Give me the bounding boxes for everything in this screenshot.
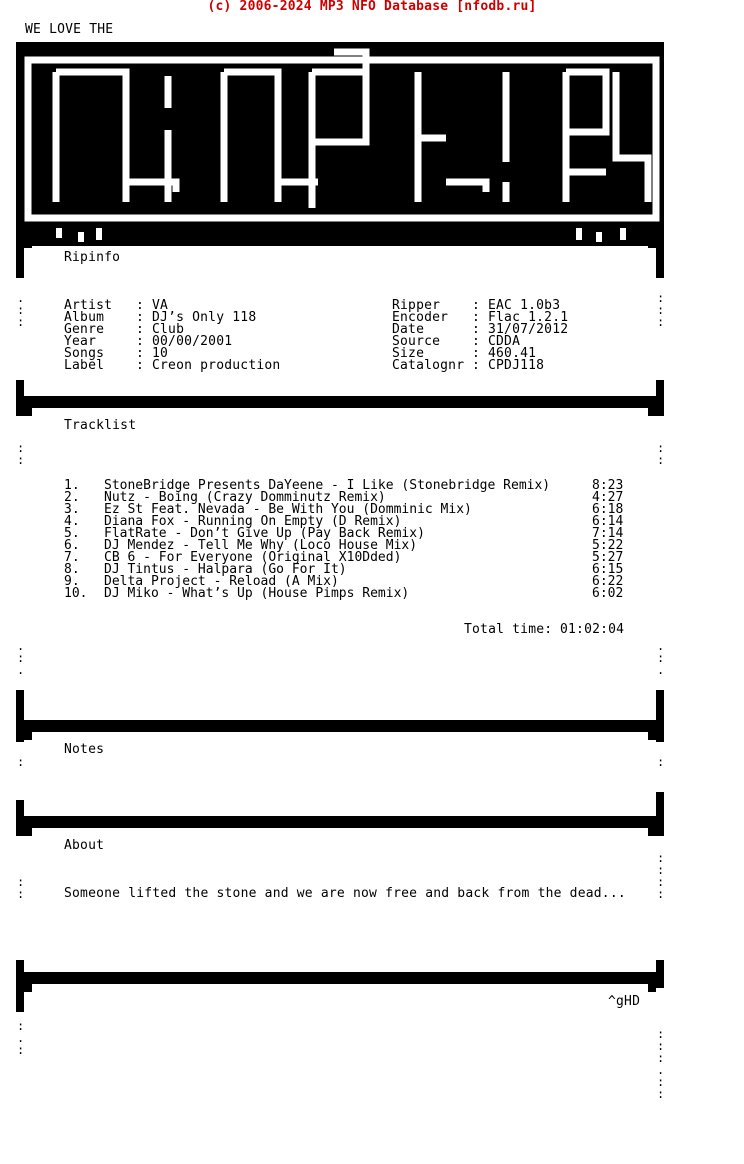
ripinfo-value: CDDA [488, 334, 521, 349]
ripinfo-key: Artist [64, 298, 113, 313]
banner-tagline: WE LOVE THE [25, 22, 114, 37]
ripinfo-key: Label [64, 358, 105, 373]
ripinfo-value: Flac 1.2.1 [488, 310, 569, 325]
ripinfo-value: 00/00/2001 [152, 334, 233, 349]
ripinfo-value: DJ’s Only 118 [152, 310, 257, 325]
ripinfo-right: Ripper Encoder Date Source Size Catalognr : : : : : : EAC 1.0b3 Flac 1.2.1 31/07/2012 CDDA 460.41 CPDJ118 [392, 298, 569, 373]
section-divider [16, 816, 664, 828]
ripinfo-value: EAC 1.0b3 [488, 298, 561, 313]
ripinfo-key: Encoder [392, 310, 449, 325]
section-divider [16, 720, 664, 732]
ripinfo-value: VA [152, 298, 169, 313]
ripinfo-key: Year [64, 334, 97, 349]
tracklist-title: Tracklist [64, 418, 137, 433]
notes-title: Notes [64, 742, 105, 757]
about-title: About [64, 838, 105, 853]
total-time-value: 01:02:04 [560, 622, 625, 637]
ripinfo-left: Artist Album Genre Year Songs Label : : : : : : VA DJ’s Only 118 Club 00/00/2001 10 Creon production [64, 298, 281, 373]
ripinfo-value: Creon production [152, 358, 281, 373]
ripinfo-value: 31/07/2012 [488, 322, 569, 337]
nineties-logo [16, 42, 664, 246]
ripinfo-key: Ripper [392, 298, 441, 313]
ripinfo-key: Album [64, 310, 105, 325]
ripinfo-key: Genre [64, 322, 105, 337]
ripinfo-title: Ripinfo [64, 250, 121, 265]
signature: ^gHD [608, 994, 641, 1009]
section-divider [16, 396, 664, 408]
ripinfo-value: Club [152, 322, 185, 337]
ripinfo-key: Source [392, 334, 441, 349]
ripinfo-value: CPDJ118 [488, 358, 545, 373]
ripinfo-value: 460.41 [488, 346, 537, 361]
total-time-label: Total time: [464, 622, 553, 637]
about-text: Someone lifted the stone and we are now free and back from the dead... [64, 886, 626, 901]
ripinfo-key: Size [392, 346, 425, 361]
ripinfo-key: Catalognr [392, 358, 465, 373]
ripinfo-key: Songs [64, 346, 105, 361]
ripinfo-value: 10 [152, 346, 169, 361]
section-divider [16, 972, 664, 984]
tracklist-table: 1. StoneBridge Presents DaYeene - I Like (Stonebridge Remix) 8:23 2. Nutz - Boing (Crazy Domminutz Remix) 4:27 3. Ez St Feat. Nevada - Be With You (Domminic Mix) 6:18 4. Diana Fox - Running On Empty (D Remix) 6:14 5. FlatRate - Don’t Give Up (Pay Back Remix) 7:14 6. DJ Mendez - Tell Me Why (Loco House Mix) 5:22 7. CB 6 - For Everyone (Original X10Dded) 5:27 8. DJ Tintus - Halpara (Go For It) 6:15 9. Delta Project - Reload (A Mix) 6:22 10. DJ Miko - What’s Up (House Pimps Remix) 6:02 [64, 478, 624, 601]
ripinfo-key: Date [392, 322, 425, 337]
copyright-header[interactable]: (c) 2006-2024 MP3 NFO Database [nfodb.ru] [207, 0, 537, 14]
